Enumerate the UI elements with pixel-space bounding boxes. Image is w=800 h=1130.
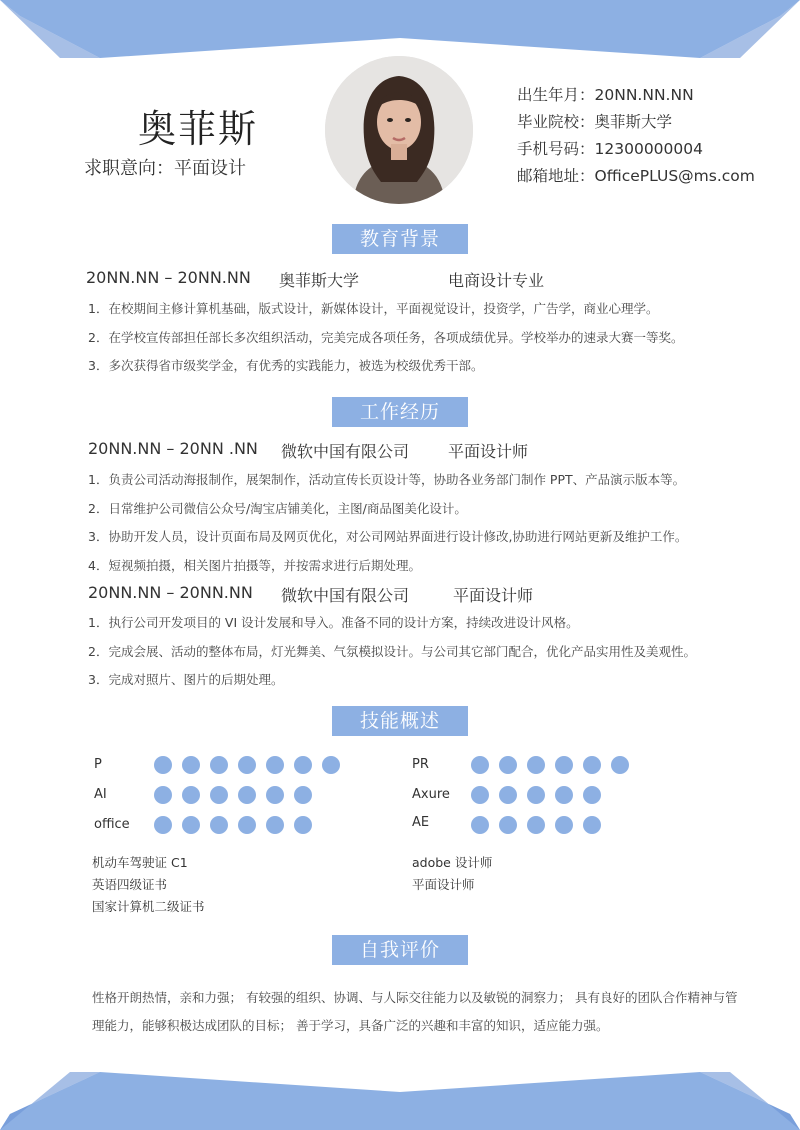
skill-dot-pr <box>611 756 629 774</box>
education-major: 电商设计专业 <box>448 271 545 290</box>
education-school: 奥菲斯大学 <box>279 271 360 290</box>
skill-dot-ai <box>154 786 172 804</box>
skill-dot-ae <box>471 816 489 834</box>
cert-item: 英语四级证书 <box>92 877 168 892</box>
skill-dot-ae <box>527 816 545 834</box>
skill-dot-p <box>238 756 256 774</box>
list-item: 3．协助开发人员，设计页面布局及网页优化，对公司网站界面进行设计修改,协助进行网站更新及维护工作。 <box>88 529 688 544</box>
cert-item: 国家计算机二级证书 <box>92 899 205 914</box>
certs-right <box>412 852 492 896</box>
list-item: 1．执行公司开发项目的 VI 设计发展和导入。准备不同的设计方案，持续改进设计风格。 <box>88 615 579 630</box>
skill-dot-p <box>294 756 312 774</box>
skill-dot-axure <box>527 786 545 804</box>
info-phone: 手机号码：12300000004 <box>517 140 703 158</box>
cert-item: 机动车驾驶证 C1 <box>92 855 188 870</box>
education-period: 20NN.NN – 20NN.NN <box>86 268 251 287</box>
profile-photo <box>325 56 473 204</box>
job-company: 微软中国有限公司 <box>281 586 410 605</box>
skill-dot-p <box>322 756 340 774</box>
list-item: 2．日常维护公司微信公众号/淘宝店铺美化，主图/商品图美化设计。 <box>88 500 467 516</box>
skill-label-axure: Axure <box>412 787 450 802</box>
skill-label-office: office <box>94 817 130 832</box>
self-eval-text: 性格开朗热情，亲和力强； 有较强的组织、协调、与人际交往能力以及敏锐的洞察力； 具有良好的团队合作精神与管理能力，能够积极达成团队的目标； 善于学习，具备广泛的兴趣和丰富的知识，适应能力强。 <box>92 990 738 1033</box>
job-list-2 <box>88 609 696 695</box>
skill-dot-ai <box>294 786 312 804</box>
skill-label-p: P <box>94 757 102 772</box>
job-role: 平面设计师 <box>448 442 529 461</box>
job-list-1 <box>88 466 687 580</box>
job-role: 平面设计师 <box>453 586 534 605</box>
list-item: 2．完成会展、活动的整体布局，灯光舞美、气氛模拟设计。与公司其它部门配合，优化产品实用性及美观性。 <box>88 643 696 659</box>
header-decoration <box>0 0 800 60</box>
education-list <box>88 295 683 381</box>
skill-dot-office <box>210 816 228 834</box>
skill-dot-pr <box>499 756 517 774</box>
skill-dot-office <box>154 816 172 834</box>
skill-dot-p <box>210 756 228 774</box>
info-birth: 出生年月：20NN.NN.NN <box>517 86 694 104</box>
skill-label-pr: PR <box>412 757 429 772</box>
skill-dot-office <box>182 816 200 834</box>
list-item: 3．多次获得省市级奖学金，有优秀的实践能力，被选为校级优秀干部。 <box>88 358 484 373</box>
info-email: 邮箱地址：OfficePLUS@ms.com <box>517 167 755 185</box>
skill-dot-pr <box>555 756 573 774</box>
candidate-name: 奥菲斯 <box>138 107 259 151</box>
skill-dot-ae <box>583 816 601 834</box>
education-title: 教育背景 <box>332 224 468 254</box>
skill-dot-ae <box>499 816 517 834</box>
skill-dot-pr <box>527 756 545 774</box>
list-item: 1．在校期间主修计算机基础，版式设计，新媒体设计，平面视觉设计，投资学，广告学，商业心理学。 <box>88 301 659 316</box>
certs-left <box>92 852 205 918</box>
self-eval-title: 自我评价 <box>332 935 468 965</box>
skill-dot-p <box>154 756 172 774</box>
footer-decoration <box>0 1068 800 1130</box>
skill-dot-ai <box>182 786 200 804</box>
skill-dot-axure <box>583 786 601 804</box>
skill-dot-office <box>294 816 312 834</box>
skill-dot-axure <box>471 786 489 804</box>
skill-dot-ae <box>555 816 573 834</box>
job-period: 20NN.NN – 20NN .NN <box>88 439 258 458</box>
skill-label-ai: AI <box>94 787 107 802</box>
skills-title: 技能概述 <box>332 706 468 736</box>
cert-item: 平面设计师 <box>412 877 475 892</box>
skill-dot-ai <box>238 786 256 804</box>
list-item: 1．负责公司活动海报制作，展架制作，活动宣传长页设计等，协助各业务部门制作 PPT、产品演示版本等。 <box>88 472 686 487</box>
list-item: 3．完成对照片、图片的后期处理。 <box>88 672 284 687</box>
info-school: 毕业院校：奥菲斯大学 <box>517 113 673 131</box>
skill-dot-pr <box>471 756 489 774</box>
skill-label-ae: AE <box>412 815 430 830</box>
skill-dot-office <box>238 816 256 834</box>
skill-dot-axure <box>499 786 517 804</box>
work-title: 工作经历 <box>332 397 468 427</box>
skill-dot-ai <box>210 786 228 804</box>
skill-dot-p <box>266 756 284 774</box>
cert-item: adobe 设计师 <box>412 855 493 870</box>
list-item: 2．在学校宣传部担任部长多次组织活动，完美完成各项任务，各项成绩优异。学校举办的速录大赛一等奖。 <box>88 329 684 345</box>
skill-dot-p <box>182 756 200 774</box>
list-item: 4．短视频拍摄，相关图片拍摄等，并按需求进行后期处理。 <box>88 557 421 573</box>
skill-dot-axure <box>555 786 573 804</box>
job-intent: 求职意向：平面设计 <box>84 158 246 179</box>
job-period: 20NN.NN – 20NN.NN <box>88 583 253 602</box>
skill-dot-office <box>266 816 284 834</box>
contact-info <box>517 82 755 190</box>
skill-dot-pr <box>583 756 601 774</box>
job-company: 微软中国有限公司 <box>281 442 410 461</box>
skill-dot-ai <box>266 786 284 804</box>
